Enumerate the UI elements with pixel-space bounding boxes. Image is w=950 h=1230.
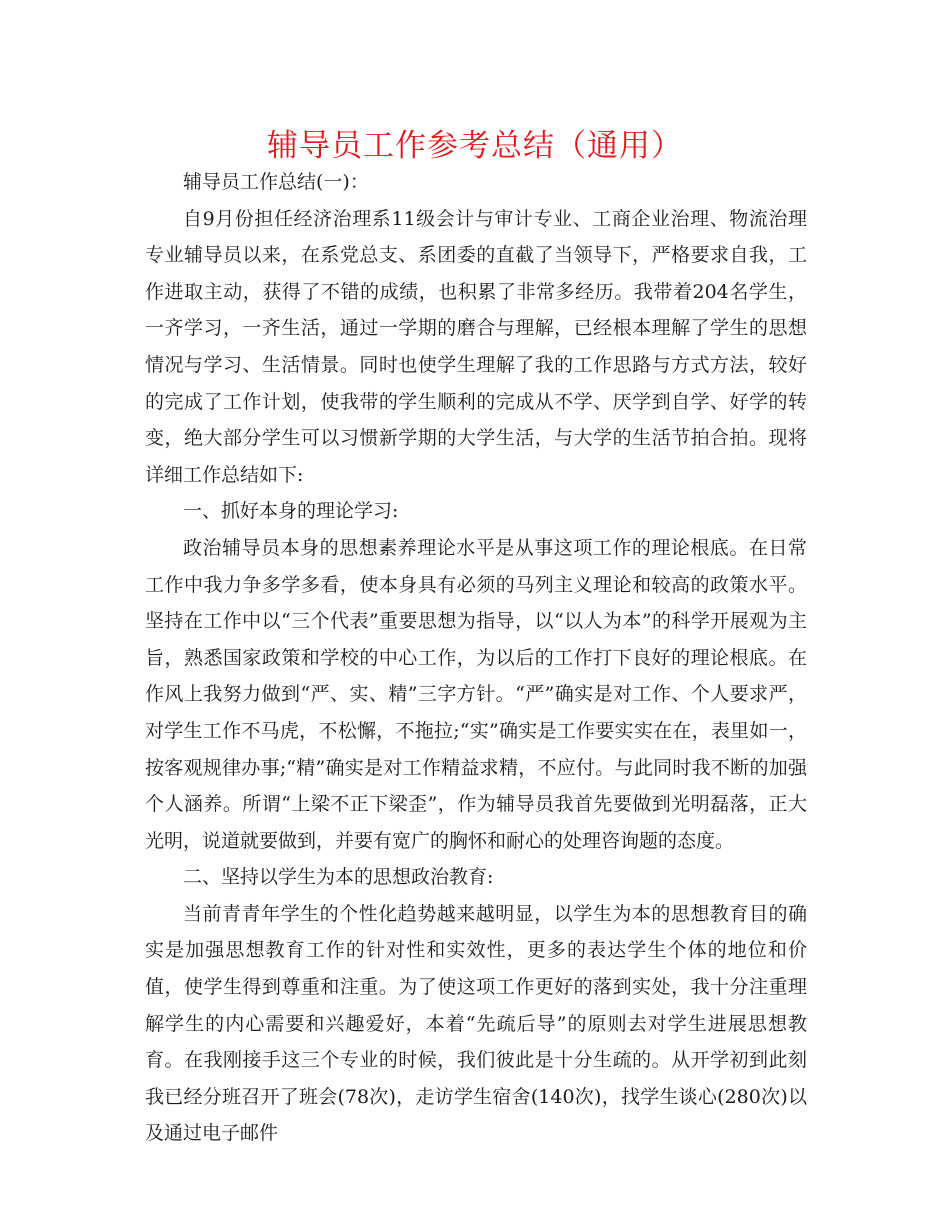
document-title: 辅导员工作参考总结（通用） (267, 128, 683, 164)
paragraph: 自9月份担任经济治理系11级会计与审计专业、工商企业治理、物流治理专业辅导员以来，在系党总支、系团委的直截了当领导下，严格要求自我，工作进取主动，获得了不错的成绩，也积累了非常多经历。我带着204名学生，一齐学习，一齐生活，通过一学期的磨合与理解，已经根本理解了学生的思想情况与学习、生活情景。同时也使学生理解了我的工作思路与方式方法，较好的完成了工作计划，使我带的学生顺利的完成从不学、厌学到自学、好学的转变，绝大部分学生可以习惯新学期的大学生活，与大学的生活节拍合拍。现将详细工作总结如下: (145, 207, 807, 486)
section-heading: 辅导员工作总结(一)： (183, 171, 369, 193)
section-heading: 二、坚持以学生为本的思想政治教育: (183, 866, 494, 889)
paragraph: 当前青青年学生的个性化趋势越来越明显，以学生为本的思想教育目的确实是加强思想教育工作的针对性和实效性，更多的表达学生个体的地位和价值，使学生得到尊重和注重。为了使这项工作更好的落到实处，我十分注重理解学生的内心需要和兴趣爱好，本着“先疏后导”的原则去对学生进展思想教育。在我刚接手这三个专业的时候，我们彼此是十分生疏的。从开学初到此刻我已经分班召开了班会(78次)，走访学生宿舍(140次)，找学生谈心(280次)以及通过电子邮件 (145, 902, 807, 1145)
section-heading: 一、抓好本身的理论学习: (183, 500, 399, 523)
document-body (145, 164, 807, 1152)
paragraph: 政治辅导员本身的思想素养理论水平是从事这项工作的理论根底。在日常工作中我力争多学多看，使本身具有必须的马列主义理论和较高的政策水平。坚持在工作中以“三个代表”重要思想为指导，以“以人为本”的科学开展观为主旨，熟悉国家政策和学校的中心工作，为以后的工作打下良好的理论根底。在作风上我努力做到“严、实、精”三字方针。“严”确实是对工作、个人要求严，对学生工作不马虎，不松懈，不拖拉;“实”确实是工作要实实在在，表里如一，按客观规律办事;“精”确实是对工作精益求精，不应付。与此同时我不断的加强个人涵养。所谓“上梁不正下梁歪”，作为辅导员我首先要做到光明磊落，正大光明，说道就要做到，并要有宽广的胸怀和耐心的处理咨询题的态度。 (145, 536, 807, 852)
